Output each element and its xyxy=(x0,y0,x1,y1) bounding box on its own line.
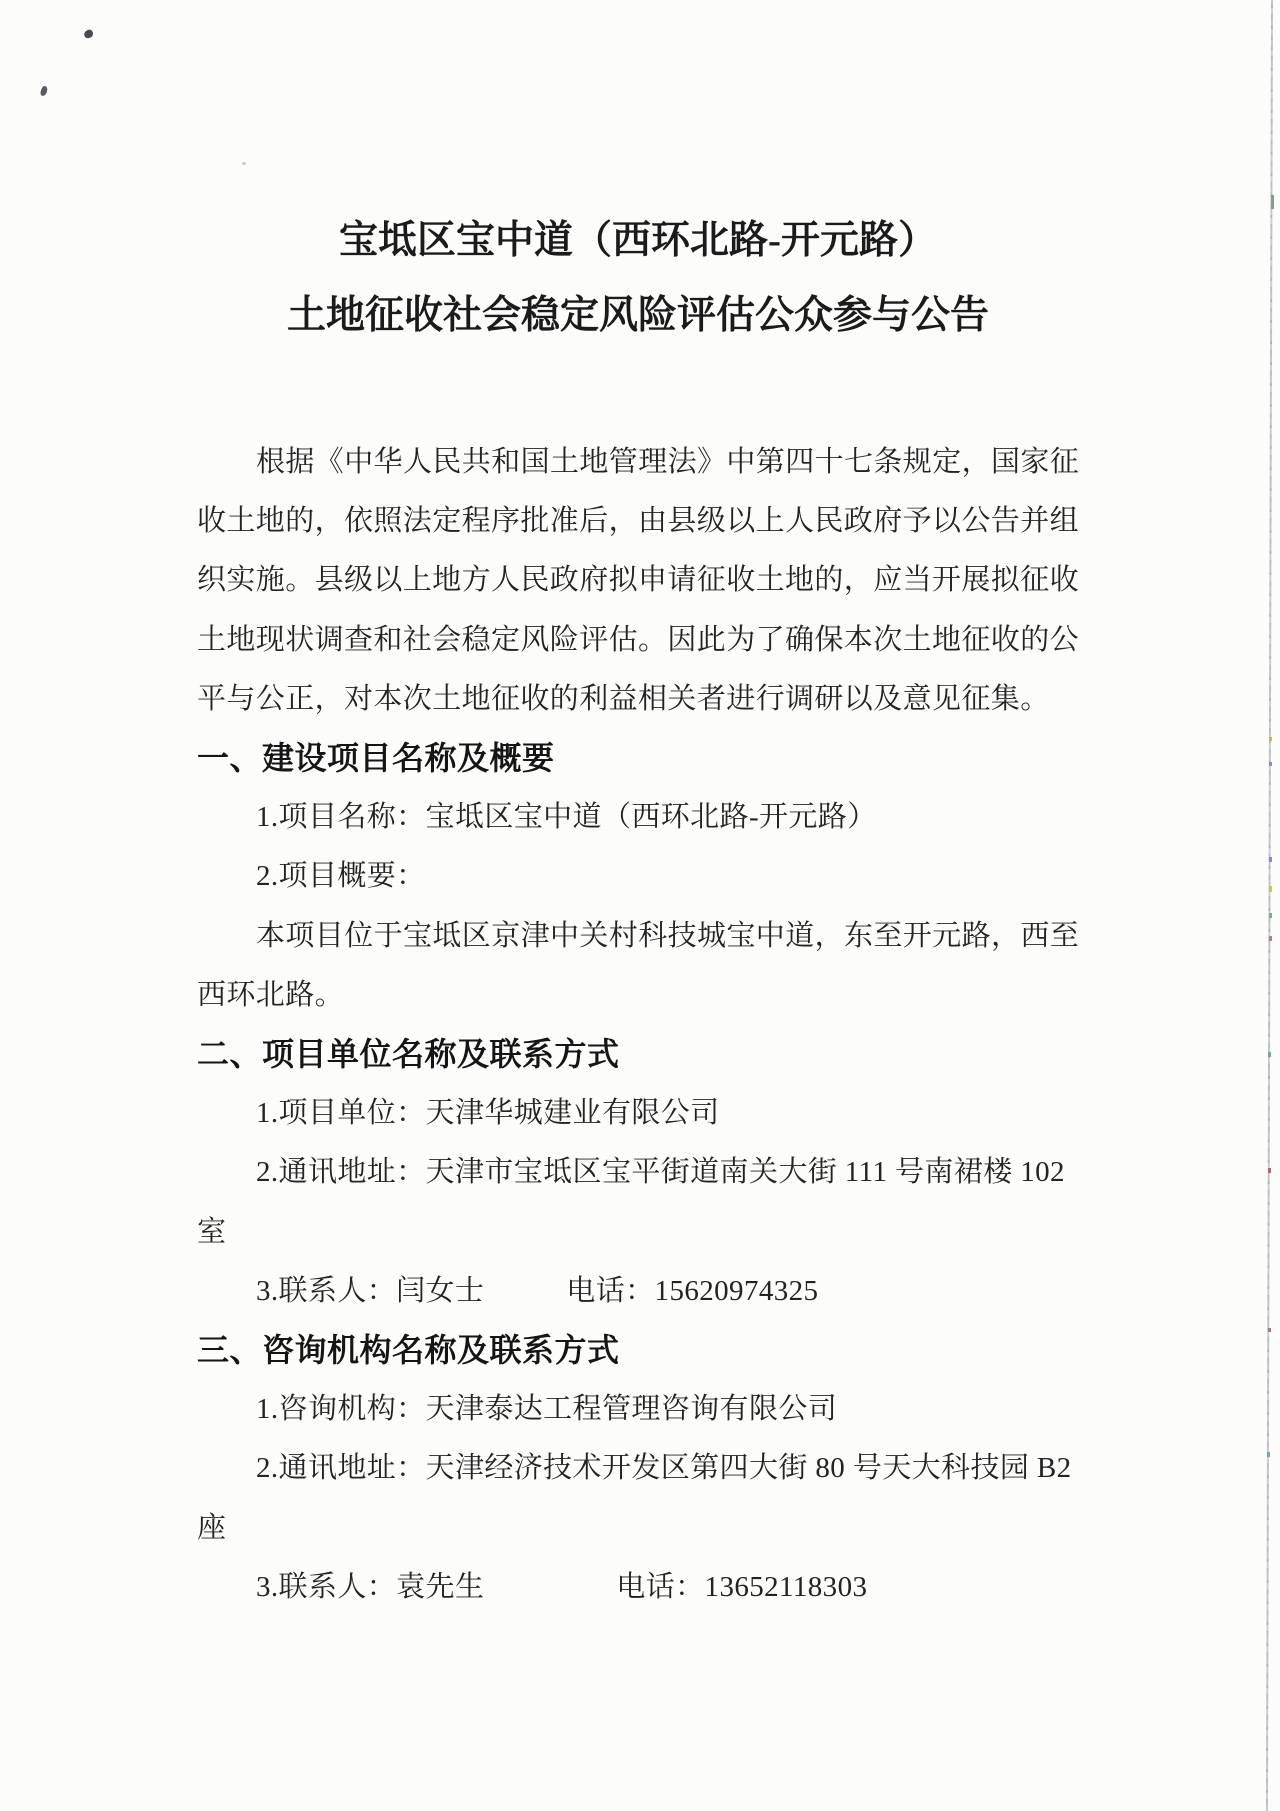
text-segment: 1.项目单位：天津华城建业有限公司 xyxy=(256,1097,720,1130)
text-segment: 平与公正，对本次土地征收的利益相关者进行调研以及意见征集。 xyxy=(197,682,1050,715)
text-segment: 本项目位于宝坻区京津中关村科技城宝中道，东至开元路，西至 xyxy=(256,919,1080,952)
scan-edge-fleck xyxy=(1268,1052,1271,1057)
scan-edge-fleck xyxy=(1269,936,1272,941)
document-content xyxy=(197,203,1079,1617)
text-segment: 1.咨询机构：天津泰达工程管理咨询有限公司 xyxy=(256,1393,838,1426)
scan-edge-fleck xyxy=(1269,762,1272,766)
text-segment: 2.项目概要： xyxy=(256,860,426,893)
text-segment: 电话：13652118303 xyxy=(616,1570,868,1603)
text-segment: 土地现状调查和社会稳定风险评估。因此为了确保本次土地征收的公 xyxy=(197,623,1080,656)
text-line xyxy=(197,433,1079,492)
section-heading xyxy=(197,1025,1079,1084)
section-heading xyxy=(197,1321,1079,1380)
text-line xyxy=(197,847,1079,906)
text-segment: 座 xyxy=(197,1511,227,1544)
scan-speck xyxy=(242,162,246,165)
text-line xyxy=(197,1143,1079,1202)
text-line xyxy=(197,788,1079,847)
text-line xyxy=(197,551,1079,610)
document-body xyxy=(197,433,1079,1617)
scan-edge-fleck xyxy=(1268,1328,1271,1332)
text-line xyxy=(197,1439,1079,1498)
scan-speck xyxy=(40,85,48,96)
document-title-line-1: 宝坻区宝中道（西环北路-开元路） xyxy=(339,219,937,262)
text-segment: 一、建设项目名称及概要 xyxy=(197,740,555,777)
text-line xyxy=(197,1380,1079,1439)
text-line xyxy=(197,1558,1079,1617)
text-segment: 织实施。县级以上地方人民政府拟申请征收土地的，应当开展拟征收 xyxy=(197,564,1080,597)
scan-edge-fleck xyxy=(1269,857,1272,862)
text-segment: 二、项目单位名称及联系方式 xyxy=(197,1036,620,1073)
scan-edge-fleck xyxy=(1269,737,1272,741)
text-line xyxy=(197,1262,1079,1321)
text-line xyxy=(197,1499,1079,1558)
text-line xyxy=(197,907,1079,966)
text-segment: 3.联系人：闫女士 xyxy=(256,1274,485,1307)
text-segment: 室 xyxy=(197,1215,227,1248)
text-segment: 三、咨询机构名称及联系方式 xyxy=(197,1332,620,1369)
text-segment: 收土地的，依照法定程序批准后，由县级以上人民政府予以公告并组 xyxy=(197,505,1080,538)
document-title-line-2: 土地征收社会稳定风险评估公众参与公告 xyxy=(286,294,989,337)
text-line xyxy=(197,1084,1079,1143)
text-segment: 电话：15620974325 xyxy=(566,1274,819,1307)
scan-edge-fleck xyxy=(1268,1168,1271,1173)
scan-edge-fleck xyxy=(1269,913,1272,918)
text-segment: 1.项目名称：宝坻区宝中道（西环北路-开元路） xyxy=(256,801,877,834)
section-heading xyxy=(197,729,1079,788)
text-line xyxy=(197,670,1079,729)
text-segment: 根据《中华人民共和国土地管理法》中第四十七条规定，国家征 xyxy=(256,446,1080,478)
text-line xyxy=(197,966,1079,1025)
text-segment: 2.通讯地址：天津市宝坻区宝平街道南关大街 111 号南裙楼 102 xyxy=(256,1156,1065,1189)
scan-edge-fleck xyxy=(1267,1452,1270,1457)
text-segment: 2.通讯地址：天津经济技术开发区第四大街 80 号天大科技园 B2 xyxy=(256,1452,1072,1485)
scan-edge-fleck xyxy=(1271,195,1274,209)
scan-speck xyxy=(83,29,94,40)
scan-edge-fleck xyxy=(1269,886,1272,892)
text-line xyxy=(197,611,1079,670)
text-segment: 西环北路。 xyxy=(197,978,345,1011)
text-line xyxy=(197,1203,1079,1262)
text-line xyxy=(197,492,1079,551)
text-segment: 3.联系人：袁先生 xyxy=(256,1570,485,1603)
scan-edge-line xyxy=(1266,0,1273,1811)
